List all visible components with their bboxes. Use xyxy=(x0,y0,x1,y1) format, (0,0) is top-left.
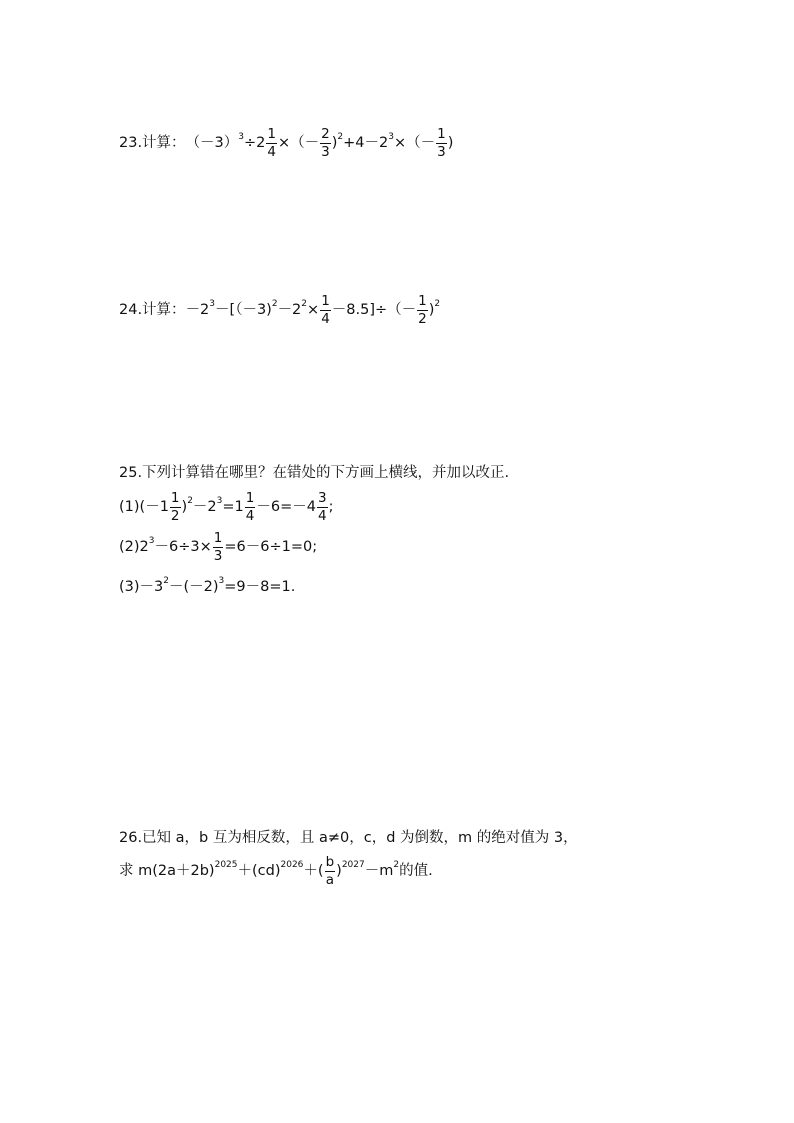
question-text: 25.下列计算错在哪里？在错处的下方画上横线，并加以改正. xyxy=(119,465,510,481)
numerator: 1 xyxy=(170,490,180,506)
question-label: 24.计算： xyxy=(119,302,186,319)
numerator: 1 xyxy=(213,530,223,546)
expr-text: =9－8=1. xyxy=(224,579,296,595)
expr-text: (1)(－1 xyxy=(119,499,169,516)
expr-text: －2 xyxy=(277,302,302,319)
expr-text: －6=－4 xyxy=(256,499,316,516)
expr-text: －6÷3× xyxy=(154,539,212,556)
expr-text: ) xyxy=(336,863,342,880)
expr-text: －(－2) xyxy=(169,579,219,595)
expr-text: ) xyxy=(181,499,188,516)
exponent: 3 xyxy=(148,536,155,546)
expr-text: =1 xyxy=(222,499,244,516)
exponent: 2026 xyxy=(280,860,304,870)
fraction xyxy=(170,492,181,523)
denominator: 2 xyxy=(170,507,180,524)
expr-text: －8.5]÷（－ xyxy=(331,302,417,319)
numerator: 1 xyxy=(437,126,446,142)
expr-text: =6－6÷1=0; xyxy=(224,539,318,556)
numerator: b xyxy=(325,854,335,870)
exponent: 3 xyxy=(388,132,394,142)
expr-text: 的值. xyxy=(399,863,433,880)
denominator: 4 xyxy=(245,507,255,524)
question-23 xyxy=(119,128,453,159)
denominator: 3 xyxy=(437,143,446,160)
denominator: 4 xyxy=(267,143,276,160)
exponent: 2 xyxy=(271,299,278,309)
expr-text: (3)－3 xyxy=(119,579,164,595)
fraction xyxy=(266,128,277,159)
expr-text: －[（－3) xyxy=(215,302,272,319)
denominator: a xyxy=(325,871,334,888)
expr-text: 求 m(2a＋2b) xyxy=(119,863,215,880)
exponent: 2 xyxy=(187,496,193,506)
expr-text: ＋(cd) xyxy=(237,863,281,880)
denominator: 3 xyxy=(213,547,223,564)
numerator: 3 xyxy=(317,490,327,506)
expr-text: +4－2 xyxy=(343,135,389,152)
exponent: 3 xyxy=(218,575,225,586)
expr-text: ; xyxy=(328,499,334,516)
fraction xyxy=(317,492,328,523)
exponent: 3 xyxy=(216,496,223,506)
question-26-line-1 xyxy=(119,831,578,846)
fraction xyxy=(417,295,428,326)
question-26-line-2 xyxy=(119,856,433,887)
expr-text: （－3） xyxy=(185,135,239,152)
numerator: 1 xyxy=(418,293,427,309)
expr-text: ÷2 xyxy=(244,135,266,152)
question-25-title xyxy=(119,466,509,481)
exponent: 2 xyxy=(301,299,308,309)
exponent: 3 xyxy=(209,299,216,309)
exponent: 2 xyxy=(393,860,400,870)
expr-text: ＋( xyxy=(303,863,324,880)
numerator: 2 xyxy=(321,126,330,142)
fraction xyxy=(436,128,447,159)
numerator: 1 xyxy=(267,126,276,142)
fraction xyxy=(325,856,336,887)
fraction xyxy=(320,128,331,159)
question-25-item-1 xyxy=(119,492,333,523)
fraction xyxy=(245,492,256,523)
expr-text: × xyxy=(307,302,320,319)
denominator: 4 xyxy=(321,310,330,327)
denominator: 2 xyxy=(418,310,427,327)
exponent: 2027 xyxy=(341,860,365,870)
expr-text: ) xyxy=(428,302,435,319)
denominator: 4 xyxy=(317,507,327,524)
numerator: 1 xyxy=(245,490,255,506)
question-24 xyxy=(119,295,440,326)
question-text: 26.已知 a，b 互为相反数，且 a≠0，c，d 为倒数，m 的绝对值为 3， xyxy=(119,830,578,846)
exponent: 2 xyxy=(434,299,441,309)
question-label: 23.计算： xyxy=(119,135,186,152)
expr-text: －2 xyxy=(192,499,217,516)
fraction xyxy=(213,532,224,563)
exponent: 2 xyxy=(337,132,344,142)
question-25-item-2 xyxy=(119,532,317,563)
expr-text: ×（－ xyxy=(278,135,320,152)
exponent: 2 xyxy=(163,575,169,586)
fraction xyxy=(320,295,331,326)
expr-text: ) xyxy=(331,135,338,152)
expr-text: －m xyxy=(364,863,394,880)
expr-text: (2)2 xyxy=(119,539,149,556)
expr-text: －2 xyxy=(185,302,210,319)
question-25-item-3 xyxy=(119,575,296,595)
exponent: 2025 xyxy=(214,860,238,870)
denominator: 3 xyxy=(321,143,330,160)
exponent: 3 xyxy=(238,132,245,142)
expr-text: ×（－ xyxy=(394,135,436,152)
numerator: 1 xyxy=(321,293,330,309)
expr-text: ) xyxy=(447,135,454,152)
